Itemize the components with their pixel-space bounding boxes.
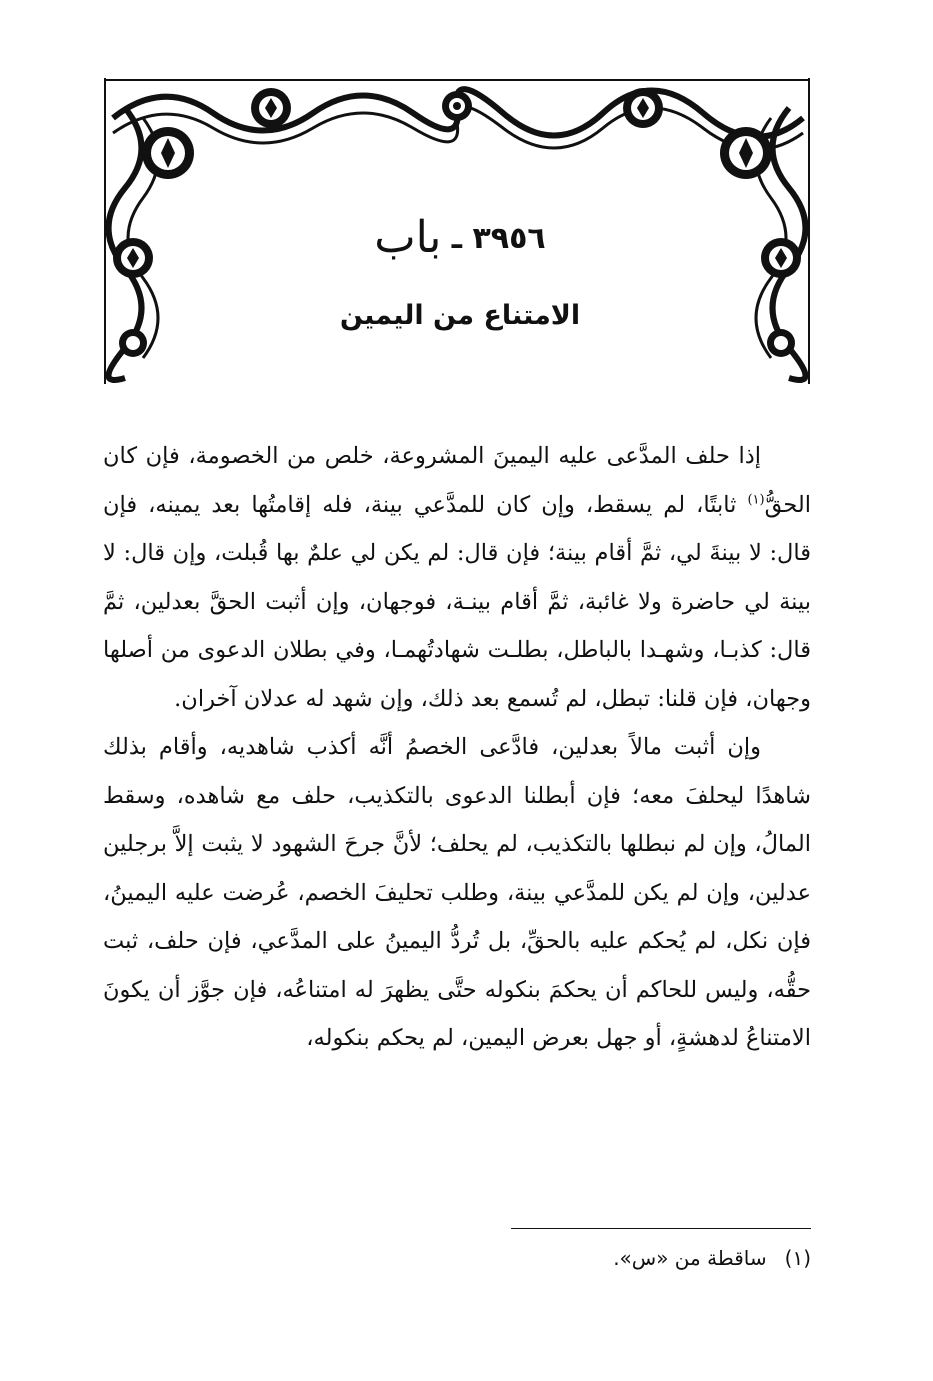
- footnote-separator: [511, 1228, 811, 1229]
- footnote-number: (١): [784, 1246, 811, 1270]
- footnote-text: ساقطة من «س».: [613, 1246, 767, 1270]
- paragraph: وإن أثبت مالاً بعدلين، فادَّعى الخصمُ أنَّه أكذب شاهديه، وأقام بذلك شاهدًا ليحلفَ معه؛ فإن أبطلنا الدعوى بالتكذيب، حلف مع شاهده، وسقط المالُ، وإن لم نبطلها بالتكذيب، لم يحلف؛ لأنَّ جرحَ الشهود لا يثبت إلاَّ برجلين عدلين، وإن لم يكن للمدَّعي بينة، وطلب تحليفَ الخصم، عُرضت عليه اليمينُ، فإن نكل، لم يُحكم عليه بالحقِّ، بل تُردُّ اليمينُ على المدَّعي، فإن حلف، ثبت حقُّه، وليس للحاكم أن يحكمَ بنكوله حتَّى يظهرَ له امتناعُه، فإن جوَّز أن يكونَ الامتناعُ لدهشةٍ، أو جهل بعرض اليمين، لم يحكم بنكوله،: [103, 734, 811, 1051]
- chapter-title: الامتناع من اليمين: [339, 300, 581, 331]
- chapter-heading: [180, 212, 740, 263]
- paragraph-text: ثابتًا، لم يسقط، وإن كان للمدَّعي بينة، فله إقامتُها بعد يمينه، فإن قال: لا بينةَ لي، ثمَّ أقام بينة؛ فإن قال: لم يكن لي علمٌ بها قُبلت، وإن قال: لا بينة لي حاضرة ولا غائبة، ثمَّ أقام بينـة، فوجهان، وإن أثبت الحقَّ بعدلين، ثمَّ قال: كذبـا، وشهـدا بالباطل، بطلـت شهادتُهمـا، وفي بطلان الدعوى من أصلها وجهان، فإن قلنا: تبطل، لم تُسمع بعد ذلك، وإن شهد له عدلان آخران.: [103, 491, 811, 712]
- chapter-word: باب: [374, 212, 442, 263]
- paragraph: [103, 432, 811, 723]
- footnote-reference: (١): [747, 492, 765, 507]
- main-text: [103, 432, 811, 1063]
- footnote: [300, 1246, 811, 1270]
- paragraph-text: إذا حلف المدَّعى عليه اليمينَ المشروعة، خلص من الخصومة، فإن كان الحقُّ: [103, 443, 811, 518]
- chapter-number: ٣٩٥٦ ـ: [451, 221, 546, 256]
